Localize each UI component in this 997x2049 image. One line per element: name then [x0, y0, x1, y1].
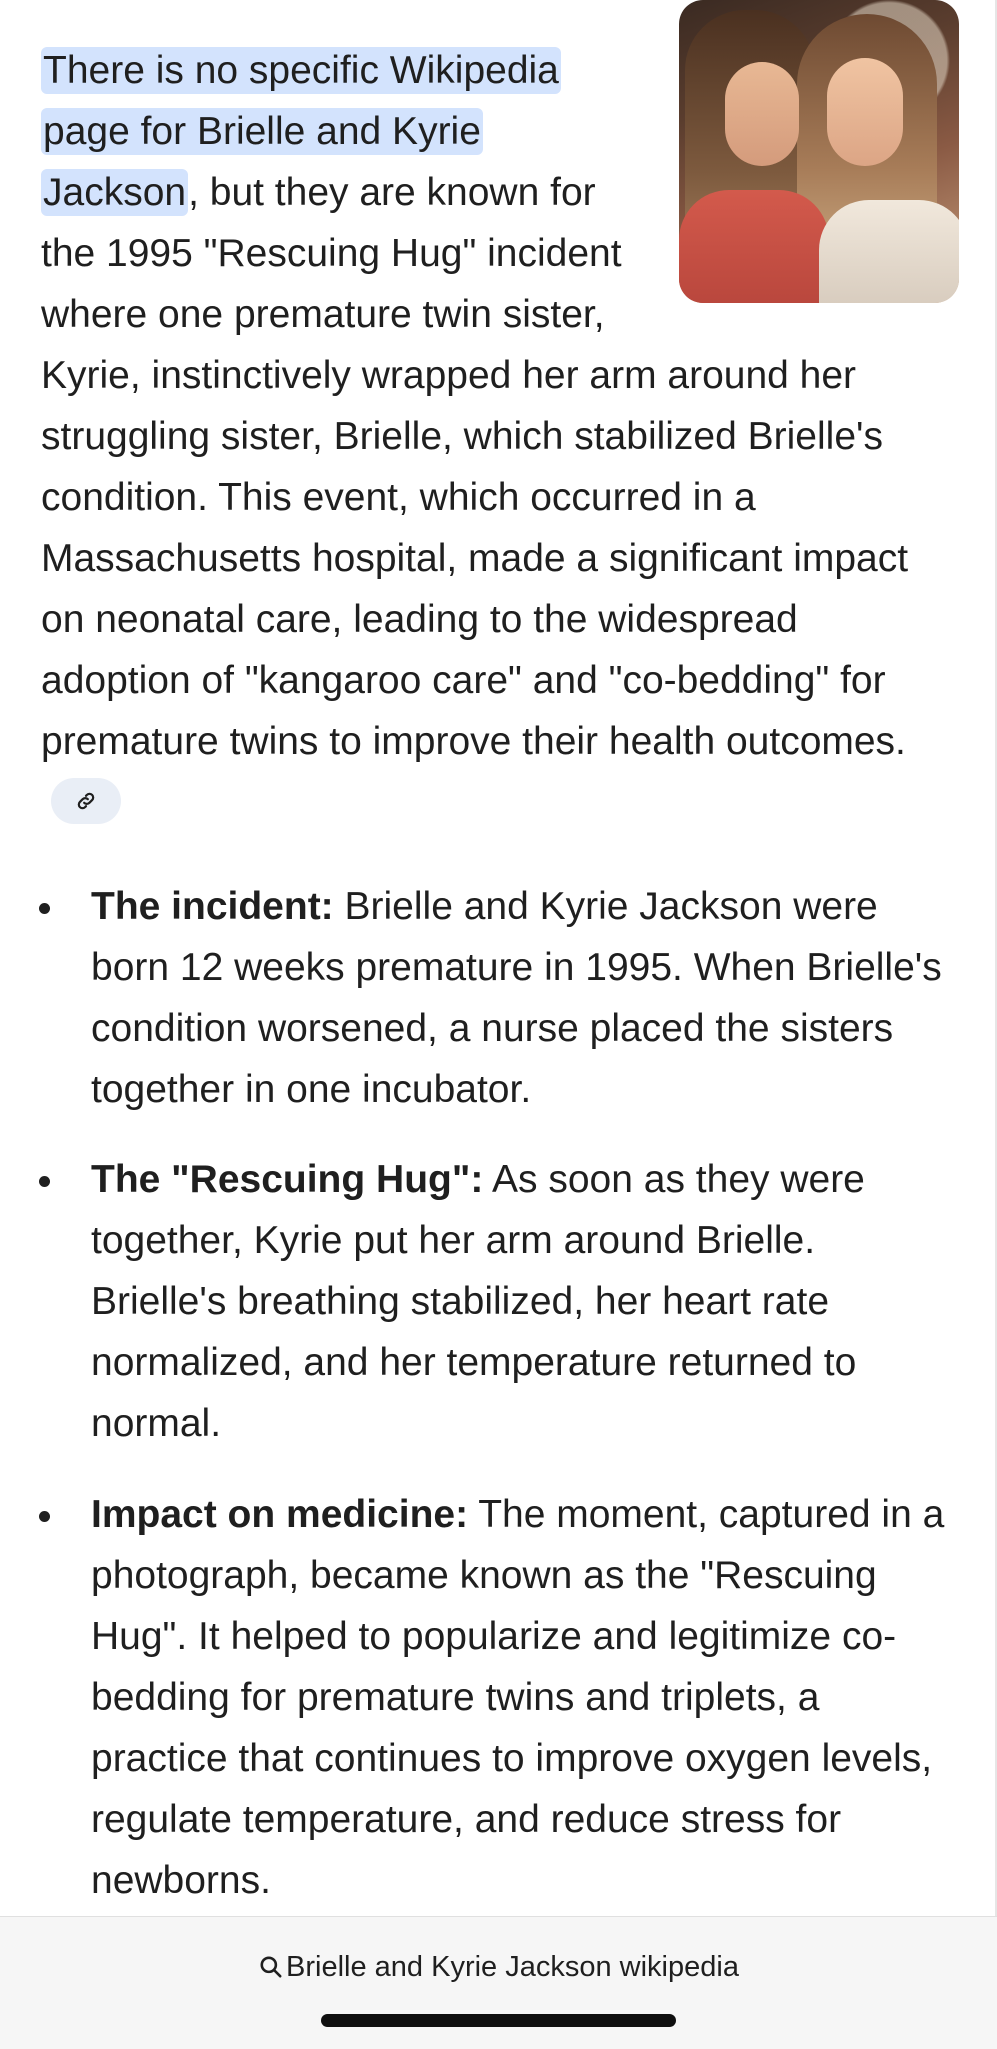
- home-indicator[interactable]: [321, 2014, 676, 2027]
- list-item: [41, 876, 957, 1120]
- list-item: [41, 1149, 957, 1454]
- bullet-dot: [39, 1511, 50, 1522]
- ai-overview: [41, 0, 957, 833]
- bullet-dot: [39, 903, 50, 914]
- twins-photo[interactable]: [679, 0, 959, 303]
- bottom-search-bar: [0, 1916, 997, 2049]
- list-item: [41, 1484, 957, 1911]
- overview-text: , but they are known for the 1995 "Rescuing Hug" incident where one premature twin sister, Kyrie, instinctively wrapped her arm around her struggling sister, Brielle, which stabilized Brielle's condition. This event, which occurred in a Massachusetts hospital, made a significant impact on neonatal care, leading to the widespread adoption of "kangaroo care" and "co-bedding" for premature twins to improve their health outcomes.: [41, 171, 909, 763]
- search-query-button[interactable]: [0, 1951, 997, 1984]
- bullet-text: Brielle and Kyrie Jackson were born 12 weeks premature in 1995. When Brielle's condition worsened, a nurse placed the sisters together in one incubator.: [91, 885, 942, 1111]
- search-query-text: Brielle and Kyrie Jackson wikipedia: [286, 1951, 739, 1983]
- bullet-dot: [39, 1176, 50, 1187]
- source-link-chip[interactable]: [51, 778, 121, 824]
- highlighted-text: There is no specific Wikipedia page for Brielle and Kyrie Jackson: [43, 49, 559, 214]
- bullet-text: The moment, captured in a photograph, became known as the "Rescuing Hug". It helped to popularize and legitimize co-bedding for premature twins and triplets, a practice that continues to improve oxygen levels, regulate temperature, and reduce stress for newborns.: [91, 1493, 945, 1902]
- link-icon: [75, 790, 97, 812]
- bullet-title: The incident:: [91, 885, 334, 928]
- bullet-title: The "Rescuing Hug":: [91, 1158, 484, 1201]
- bullet-title: Impact on medicine:: [91, 1493, 469, 1536]
- search-icon: [258, 1954, 284, 1980]
- bullet-text: As soon as they were together, Kyrie put her arm around Brielle. Brielle's breathing stabilized, her heart rate normalized, and her temperature returned to normal.: [91, 1158, 865, 1445]
